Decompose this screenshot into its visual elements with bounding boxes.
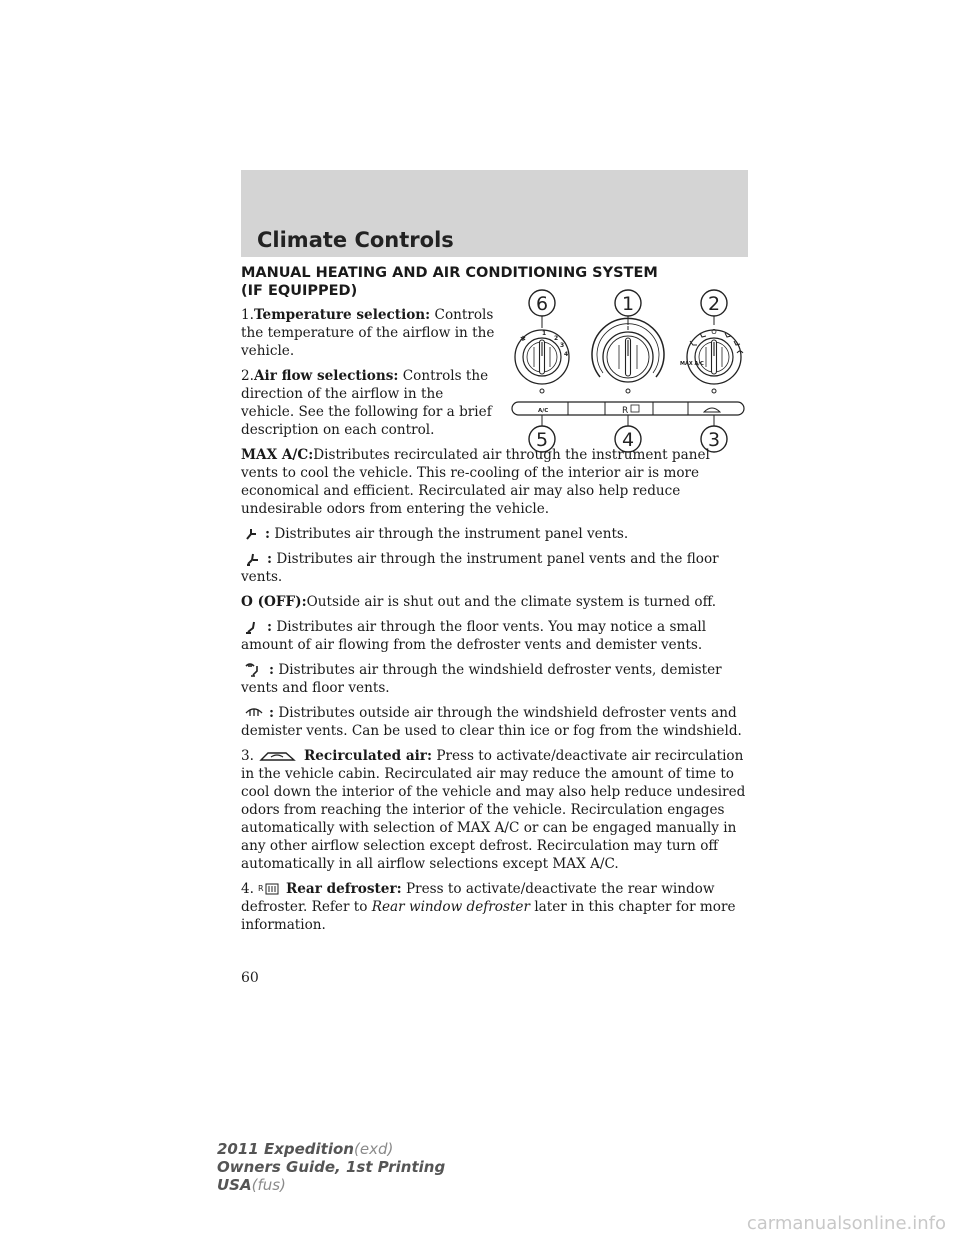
footer-market: USA — [217, 1176, 252, 1194]
floor-defrost-icon — [245, 662, 263, 677]
item-description: Outside air is shut out and the climate system is turned off. — [306, 594, 717, 610]
rear-defrost-icon — [258, 882, 280, 896]
item-panel — [241, 525, 751, 543]
footer-printing: Owners Guide, 1st Printing — [217, 1158, 446, 1176]
section-header-band — [241, 170, 748, 257]
item-off — [241, 593, 751, 611]
item-description: Distributes air through the floor vents. You may notice a small amount of air flowing from the defroster vents and demister vents. — [241, 619, 707, 653]
item-label: Rear defroster: — [285, 881, 402, 897]
fan-icon: ✱ — [520, 335, 526, 343]
item-description: Controls the temperature of the airflow in the vehicle. — [241, 307, 495, 359]
fan-speed-2: 2 — [554, 335, 559, 342]
rear-defrost-button-label: R — [622, 406, 629, 416]
item-rear-defroster — [241, 880, 751, 934]
item-number: 3. — [241, 748, 254, 764]
ac-button-label: A/C — [538, 408, 549, 414]
watermark: carmanualsonline.info — [746, 1213, 946, 1234]
item-label: MAX A/C: — [241, 447, 314, 463]
item-description: Distributes recirculated air through the instrument panel vents to cool the vehicle. This re-cooling of the interior air is more economical and efficient. Recirculated air may also help reduce undesirable odors from entering the vehicle. — [241, 447, 710, 517]
item-defrost — [241, 704, 751, 740]
footer-model-code: (exd) — [353, 1140, 394, 1158]
item-description: Distributes air through the windshield defroster vents, demister vents and floor vents. — [241, 662, 722, 696]
item-description: Press to activate/deactivate air recirculation in the vehicle cabin. Recirculated air may reduce the amount of time to cool down the interior of the vehicle and may also help reduce undesired odors from reaching the interior of the vehicle. Recirculation engages automatically with selection of MAX A/C or can be engaged manually in any other airflow selection except defrost. Recirculation may turn off automatically in all airflow selections except MAX A/C. — [241, 748, 746, 872]
item-panel-floor — [241, 550, 751, 586]
item-number: 1. — [241, 307, 254, 323]
defrost-icon — [245, 706, 263, 720]
page-number: 60 — [241, 970, 259, 986]
footer-model: 2011 Expedition — [217, 1140, 354, 1158]
item-temperature — [241, 306, 496, 360]
item-description: Distributes outside air through the windshield defroster vents and demister vents. Can be used to clear thin ice or fog from the windshield. — [241, 705, 742, 739]
panel-floor-vent-icon — [245, 551, 261, 566]
section-heading-line1: MANUAL HEATING AND AIR CONDITIONING SYSTEM — [241, 265, 658, 281]
fan-speed-3: 3 — [560, 342, 565, 349]
colon: : — [269, 705, 275, 721]
callout-2-label: 2 — [707, 293, 721, 315]
max-ac-mark: MAX A/C — [680, 361, 704, 367]
item-label: Temperature selection: — [253, 307, 431, 323]
item-max-ac — [241, 446, 751, 518]
fan-speed-1: 1 — [542, 330, 547, 337]
callout-4-label: 4 — [621, 429, 635, 451]
callout-5-label: 5 — [535, 429, 549, 451]
item-description: later in this chapter for more information. — [241, 899, 736, 933]
callout-1-label: 1 — [621, 293, 635, 315]
section-title: Climate Controls — [257, 228, 454, 252]
cross-reference: Rear window defroster — [371, 899, 530, 915]
item-description: Press to activate/deactivate the rear window defroster. Refer to — [241, 881, 715, 915]
item-number: 2. — [241, 368, 254, 384]
item-label: O (OFF): — [241, 594, 307, 610]
document-footer — [217, 1140, 445, 1194]
section-heading-line2: (IF EQUIPPED) — [241, 283, 358, 299]
recirculation-icon — [258, 749, 298, 763]
item-number: 4. — [241, 881, 254, 897]
colon: : — [269, 662, 275, 678]
item-description: Distributes air through the instrument panel vents and the floor vents. — [241, 551, 719, 585]
callout-3-label: 3 — [707, 429, 721, 451]
off-mark: O — [711, 328, 717, 336]
callout-6-label: 6 — [535, 293, 549, 315]
item-label: Recirculated air: — [303, 748, 432, 764]
page-content — [241, 264, 751, 941]
svg-text:R: R — [257, 884, 264, 893]
floor-vent-icon — [245, 619, 261, 634]
item-description: Controls the direction of the airflow in the vehicle. See the following for a brief description on each control. — [241, 368, 492, 438]
footer-market-code: (fus) — [251, 1176, 286, 1194]
colon: : — [267, 619, 273, 635]
item-airflow — [241, 367, 496, 439]
section-heading — [241, 264, 751, 300]
item-label: Air flow selections: — [253, 368, 399, 384]
item-recirculated-air — [241, 747, 751, 873]
panel-vent-icon — [245, 526, 259, 541]
fan-speed-4: 4 — [564, 351, 569, 358]
item-floor — [241, 618, 751, 654]
colon: : — [267, 551, 273, 567]
item-floor-defrost — [241, 661, 751, 697]
item-description: Distributes air through the instrument panel vents. — [274, 526, 629, 542]
colon: : — [265, 526, 271, 542]
